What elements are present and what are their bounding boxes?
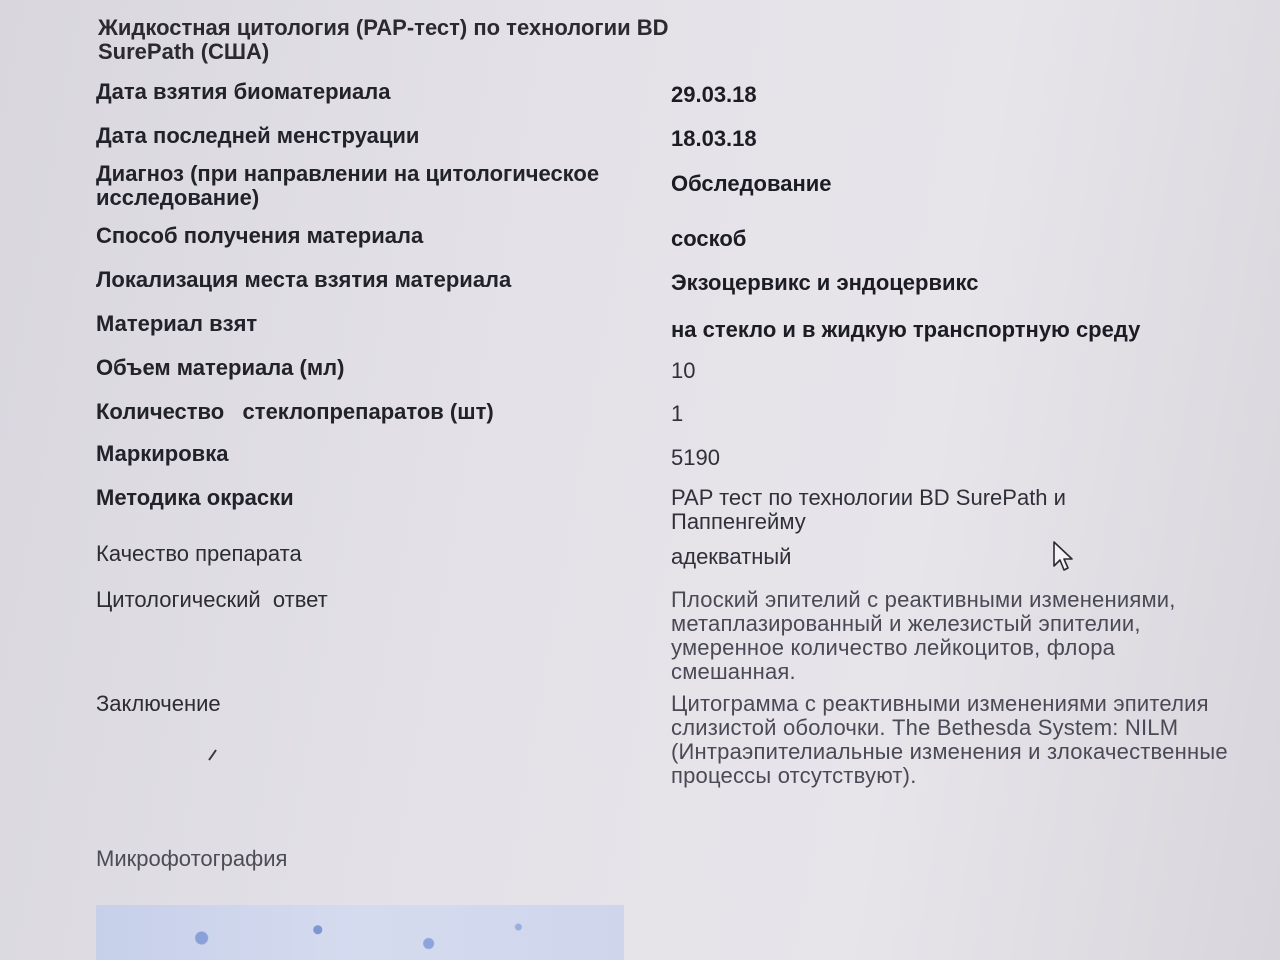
row-label: Дата последней менструации	[96, 123, 420, 148]
report-title: Жидкостная цитология (PAP-тест) по технологии BD SurePath (США)	[98, 15, 669, 64]
pen-mark-icon	[206, 746, 220, 762]
row-value: Экзоцервикс и эндоцервикс	[671, 270, 979, 295]
row-label: Цитологический ответ	[96, 587, 328, 612]
row-label: Методика окраски	[96, 485, 294, 510]
row-label: Объем материала (мл)	[96, 355, 345, 380]
row-label: Диагноз (при направлении на цитологическое исследование)	[96, 161, 600, 210]
row-label: Качество препарата	[96, 541, 302, 566]
row-label: Маркировка	[96, 441, 229, 466]
row-value: 1	[671, 401, 684, 426]
row-label: Дата взятия биоматериала	[96, 79, 391, 104]
row-value: 5190	[671, 445, 720, 470]
microphoto-label: Микрофотография	[96, 846, 288, 871]
mouse-pointer-icon	[1052, 540, 1076, 574]
row-value: адекватный	[671, 544, 792, 569]
row-label: Заключение	[96, 691, 221, 716]
row-value: 29.03.18	[671, 82, 757, 107]
row-value: соскоб	[671, 226, 747, 251]
row-value: Цитограмма с реактивными изменениями эпителия слизистой оболочки. The Bethesda System: NILM (Интраэпителиальные изменения и злокачественные процессы отсутствуют).	[671, 691, 1228, 788]
row-value: Обследование	[671, 171, 832, 196]
row-value: Плоский эпителий с реактивными изменениями, метаплазированный и железистый эпителии, умеренное количество лейкоцитов, флора смешанная.	[671, 587, 1176, 684]
row-label: Количество стеклопрепаратов (шт)	[96, 399, 494, 424]
row-value: PAP тест по технологии BD SurePath и Паппенгейму	[671, 485, 1066, 534]
microphoto-image	[96, 905, 624, 960]
row-value: на стекло и в жидкую транспортную среду	[671, 317, 1141, 342]
row-value: 18.03.18	[671, 126, 757, 151]
row-value: 10	[671, 358, 696, 383]
row-label: Способ получения материала	[96, 223, 424, 248]
row-label: Материал взят	[96, 311, 258, 336]
row-label: Локализация места взятия материала	[96, 267, 512, 292]
